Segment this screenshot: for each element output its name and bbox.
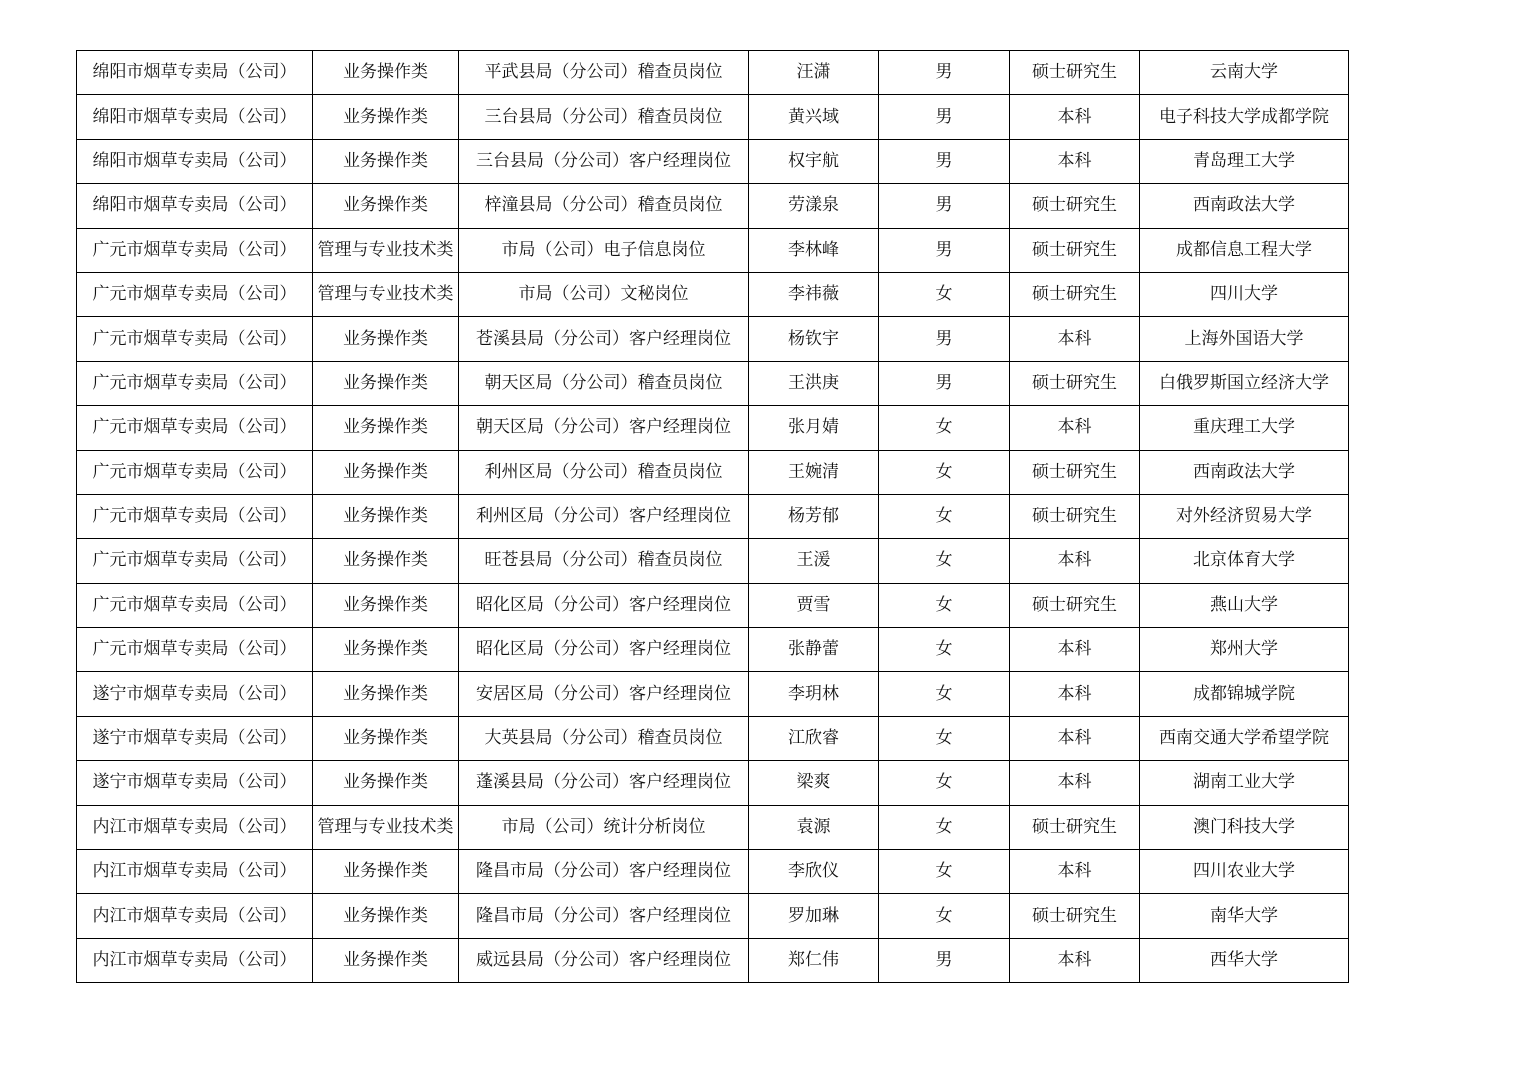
position-cell: 旺苍县局（分公司）稽查员岗位 [459,539,749,583]
name-cell: 王洪庚 [749,361,879,405]
gender-cell: 男 [879,51,1010,95]
gender-cell: 女 [879,628,1010,672]
unit-cell: 内江市烟草专卖局（公司） [77,805,313,849]
name-cell: 江欣睿 [749,716,879,760]
education-cell: 本科 [1010,539,1140,583]
recruitment-list-table [76,50,1349,983]
position-cell: 市局（公司）统计分析岗位 [459,805,749,849]
education-cell: 硕士研究生 [1010,805,1140,849]
education-cell: 本科 [1010,406,1140,450]
education-cell: 本科 [1010,317,1140,361]
education-cell: 本科 [1010,716,1140,760]
position-cell: 利州区局（分公司）稽查员岗位 [459,450,749,494]
unit-cell: 绵阳市烟草专卖局（公司） [77,184,313,228]
name-cell: 杨芳郁 [749,494,879,538]
table-row [77,938,1349,982]
name-cell: 权宇航 [749,139,879,183]
gender-cell: 女 [879,894,1010,938]
category-cell: 业务操作类 [313,539,459,583]
school-cell: 白俄罗斯国立经济大学 [1140,361,1349,405]
school-cell: 郑州大学 [1140,628,1349,672]
education-cell: 本科 [1010,850,1140,894]
table-row [77,51,1349,95]
unit-cell: 广元市烟草专卖局（公司） [77,272,313,316]
school-cell: 对外经济贸易大学 [1140,494,1349,538]
school-cell: 上海外国语大学 [1140,317,1349,361]
category-cell: 业务操作类 [313,317,459,361]
school-cell: 电子科技大学成都学院 [1140,95,1349,139]
education-cell: 本科 [1010,628,1140,672]
table-row [77,139,1349,183]
education-cell: 本科 [1010,139,1140,183]
unit-cell: 绵阳市烟草专卖局（公司） [77,139,313,183]
position-cell: 威远县局（分公司）客户经理岗位 [459,938,749,982]
gender-cell: 女 [879,539,1010,583]
position-cell: 平武县局（分公司）稽查员岗位 [459,51,749,95]
gender-cell: 女 [879,805,1010,849]
education-cell: 硕士研究生 [1010,184,1140,228]
name-cell: 张静蕾 [749,628,879,672]
unit-cell: 绵阳市烟草专卖局（公司） [77,95,313,139]
gender-cell: 女 [879,761,1010,805]
position-cell: 梓潼县局（分公司）稽查员岗位 [459,184,749,228]
school-cell: 四川农业大学 [1140,850,1349,894]
unit-cell: 广元市烟草专卖局（公司） [77,361,313,405]
category-cell: 业务操作类 [313,894,459,938]
education-cell: 本科 [1010,761,1140,805]
table-row [77,894,1349,938]
gender-cell: 男 [879,938,1010,982]
school-cell: 南华大学 [1140,894,1349,938]
gender-cell: 男 [879,184,1010,228]
name-cell: 张月婧 [749,406,879,450]
name-cell: 王婉清 [749,450,879,494]
category-cell: 业务操作类 [313,51,459,95]
table-row [77,628,1349,672]
position-cell: 三台县局（分公司）稽查员岗位 [459,95,749,139]
table-row [77,450,1349,494]
unit-cell: 广元市烟草专卖局（公司） [77,317,313,361]
position-cell: 隆昌市局（分公司）客户经理岗位 [459,894,749,938]
position-cell: 市局（公司）文秘岗位 [459,272,749,316]
gender-cell: 女 [879,494,1010,538]
category-cell: 管理与专业技术类 [313,805,459,849]
name-cell: 梁爽 [749,761,879,805]
name-cell: 汪潇 [749,51,879,95]
education-cell: 硕士研究生 [1010,361,1140,405]
unit-cell: 广元市烟草专卖局（公司） [77,494,313,538]
school-cell: 燕山大学 [1140,583,1349,627]
category-cell: 业务操作类 [313,406,459,450]
school-cell: 成都信息工程大学 [1140,228,1349,272]
school-cell: 北京体育大学 [1140,539,1349,583]
position-cell: 朝天区局（分公司）稽查员岗位 [459,361,749,405]
position-cell: 朝天区局（分公司）客户经理岗位 [459,406,749,450]
table-row [77,361,1349,405]
education-cell: 本科 [1010,672,1140,716]
position-cell: 大英县局（分公司）稽查员岗位 [459,716,749,760]
unit-cell: 广元市烟草专卖局（公司） [77,539,313,583]
position-cell: 三台县局（分公司）客户经理岗位 [459,139,749,183]
name-cell: 袁源 [749,805,879,849]
name-cell: 贾雪 [749,583,879,627]
category-cell: 业务操作类 [313,450,459,494]
table-row [77,805,1349,849]
school-cell: 云南大学 [1140,51,1349,95]
school-cell: 西南政法大学 [1140,450,1349,494]
education-cell: 本科 [1010,95,1140,139]
table-row [77,583,1349,627]
category-cell: 业务操作类 [313,672,459,716]
name-cell: 劳漾泉 [749,184,879,228]
gender-cell: 男 [879,139,1010,183]
position-cell: 苍溪县局（分公司）客户经理岗位 [459,317,749,361]
position-cell: 隆昌市局（分公司）客户经理岗位 [459,850,749,894]
table-row [77,672,1349,716]
table-row [77,317,1349,361]
name-cell: 李玥林 [749,672,879,716]
name-cell: 李欣仪 [749,850,879,894]
name-cell: 李林峰 [749,228,879,272]
category-cell: 业务操作类 [313,184,459,228]
category-cell: 业务操作类 [313,95,459,139]
unit-cell: 遂宁市烟草专卖局（公司） [77,716,313,760]
table-row [77,539,1349,583]
school-cell: 西南政法大学 [1140,184,1349,228]
table-row [77,272,1349,316]
name-cell: 黄兴域 [749,95,879,139]
category-cell: 业务操作类 [313,361,459,405]
document-table-wrapper [76,50,1349,983]
category-cell: 业务操作类 [313,583,459,627]
unit-cell: 遂宁市烟草专卖局（公司） [77,761,313,805]
unit-cell: 广元市烟草专卖局（公司） [77,450,313,494]
table-row [77,95,1349,139]
gender-cell: 女 [879,406,1010,450]
table-row [77,850,1349,894]
unit-cell: 广元市烟草专卖局（公司） [77,406,313,450]
gender-cell: 男 [879,317,1010,361]
gender-cell: 男 [879,95,1010,139]
education-cell: 硕士研究生 [1010,450,1140,494]
table-row [77,761,1349,805]
gender-cell: 女 [879,272,1010,316]
category-cell: 业务操作类 [313,494,459,538]
school-cell: 四川大学 [1140,272,1349,316]
gender-cell: 女 [879,583,1010,627]
name-cell: 郑仁伟 [749,938,879,982]
education-cell: 硕士研究生 [1010,894,1140,938]
school-cell: 成都锦城学院 [1140,672,1349,716]
name-cell: 杨钦宇 [749,317,879,361]
unit-cell: 内江市烟草专卖局（公司） [77,894,313,938]
gender-cell: 男 [879,228,1010,272]
education-cell: 硕士研究生 [1010,494,1140,538]
education-cell: 硕士研究生 [1010,51,1140,95]
gender-cell: 女 [879,716,1010,760]
position-cell: 昭化区局（分公司）客户经理岗位 [459,628,749,672]
category-cell: 业务操作类 [313,761,459,805]
position-cell: 市局（公司）电子信息岗位 [459,228,749,272]
unit-cell: 遂宁市烟草专卖局（公司） [77,672,313,716]
table-row [77,228,1349,272]
table-row [77,184,1349,228]
position-cell: 昭化区局（分公司）客户经理岗位 [459,583,749,627]
unit-cell: 绵阳市烟草专卖局（公司） [77,51,313,95]
unit-cell: 广元市烟草专卖局（公司） [77,228,313,272]
unit-cell: 内江市烟草专卖局（公司） [77,850,313,894]
education-cell: 本科 [1010,938,1140,982]
position-cell: 蓬溪县局（分公司）客户经理岗位 [459,761,749,805]
category-cell: 业务操作类 [313,716,459,760]
category-cell: 业务操作类 [313,628,459,672]
name-cell: 王湲 [749,539,879,583]
table-row [77,406,1349,450]
name-cell: 罗加琳 [749,894,879,938]
school-cell: 湖南工业大学 [1140,761,1349,805]
gender-cell: 女 [879,672,1010,716]
table-body [77,51,1349,983]
school-cell: 青岛理工大学 [1140,139,1349,183]
gender-cell: 女 [879,450,1010,494]
school-cell: 澳门科技大学 [1140,805,1349,849]
school-cell: 西南交通大学希望学院 [1140,716,1349,760]
category-cell: 业务操作类 [313,850,459,894]
gender-cell: 女 [879,850,1010,894]
name-cell: 李祎薇 [749,272,879,316]
category-cell: 管理与专业技术类 [313,272,459,316]
school-cell: 西华大学 [1140,938,1349,982]
position-cell: 安居区局（分公司）客户经理岗位 [459,672,749,716]
education-cell: 硕士研究生 [1010,228,1140,272]
table-row [77,716,1349,760]
position-cell: 利州区局（分公司）客户经理岗位 [459,494,749,538]
education-cell: 硕士研究生 [1010,272,1140,316]
unit-cell: 广元市烟草专卖局（公司） [77,583,313,627]
category-cell: 业务操作类 [313,139,459,183]
unit-cell: 广元市烟草专卖局（公司） [77,628,313,672]
school-cell: 重庆理工大学 [1140,406,1349,450]
category-cell: 业务操作类 [313,938,459,982]
gender-cell: 男 [879,361,1010,405]
education-cell: 硕士研究生 [1010,583,1140,627]
table-row [77,494,1349,538]
unit-cell: 内江市烟草专卖局（公司） [77,938,313,982]
category-cell: 管理与专业技术类 [313,228,459,272]
